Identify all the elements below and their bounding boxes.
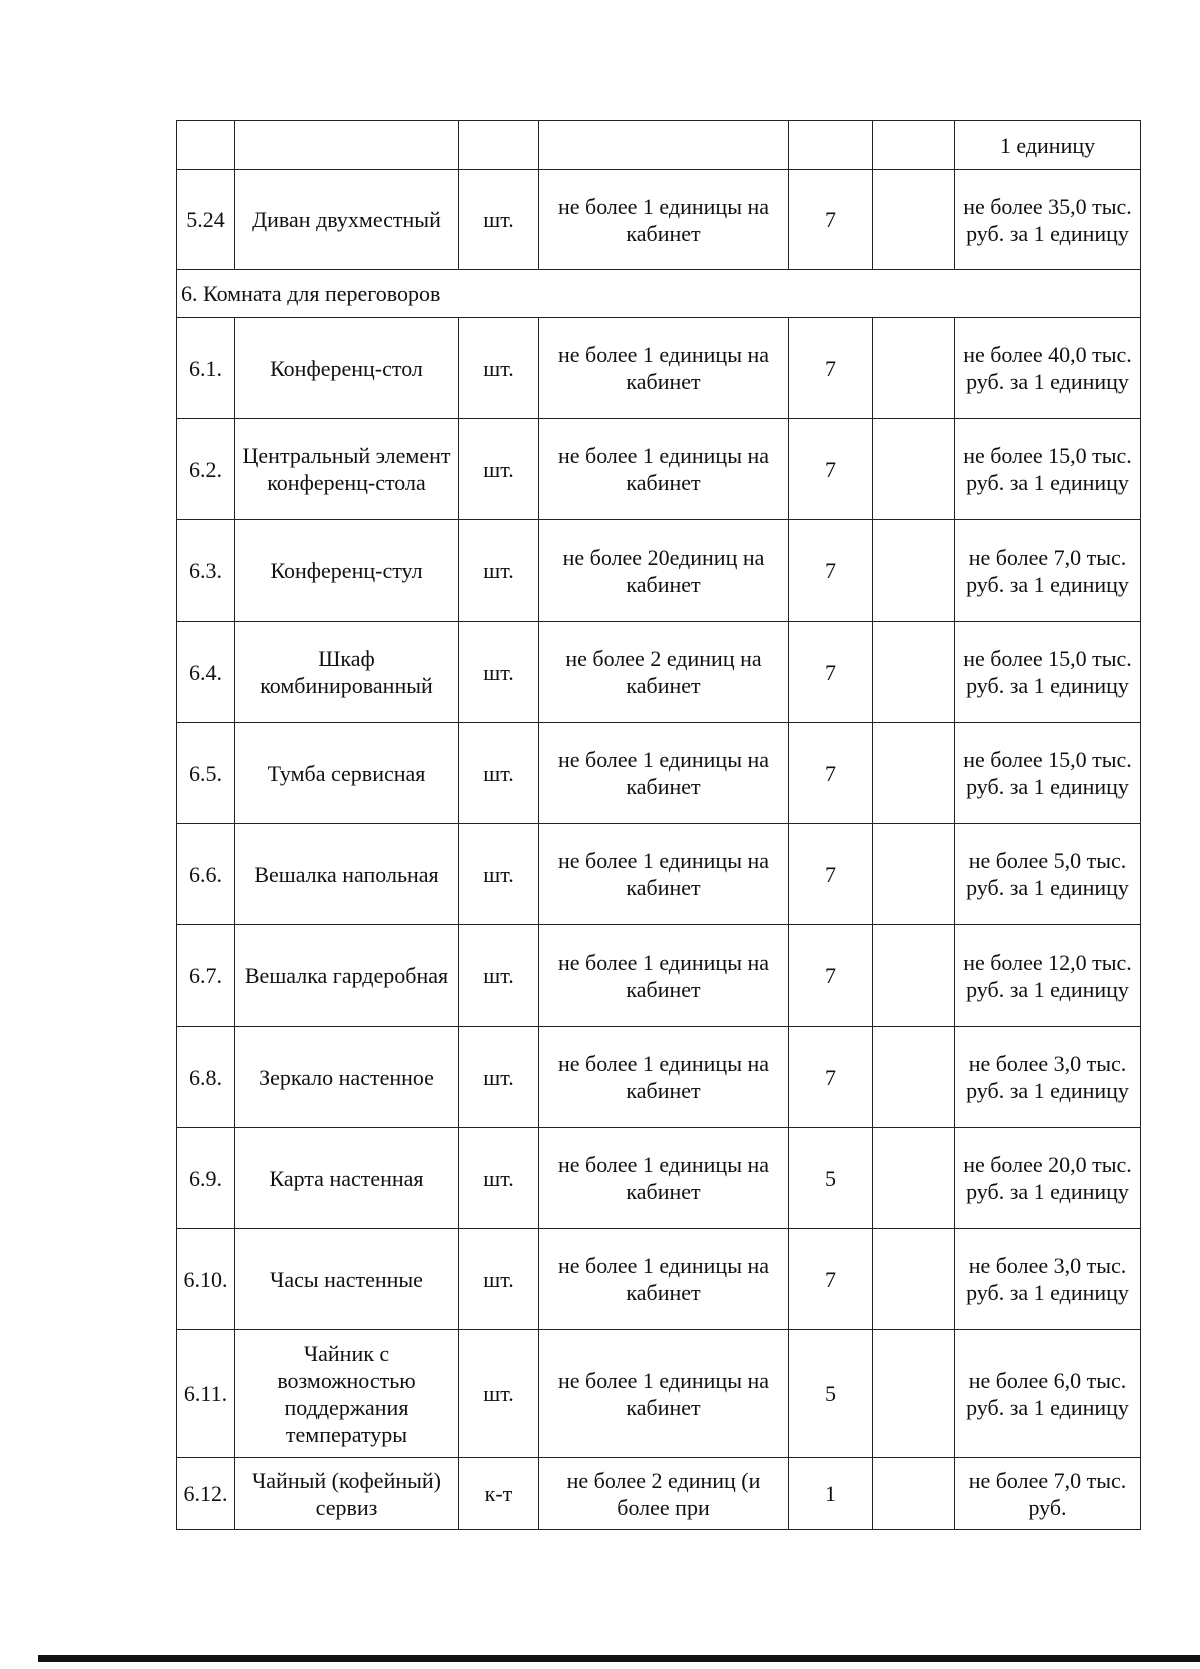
table-row: [177, 121, 1141, 170]
item-service-years: 1: [789, 1458, 873, 1530]
item-number: 6.8.: [177, 1027, 235, 1128]
item-name: Чайник с возможностью поддержания температуры: [235, 1330, 459, 1458]
table-row: [177, 1458, 1141, 1530]
item-service-years: 5: [789, 1330, 873, 1458]
item-price-limit: не более 5,0 тыс. руб. за 1 единицу: [955, 824, 1141, 925]
table-row: [177, 419, 1141, 520]
item-name: Часы настенные: [235, 1229, 459, 1330]
item-norm: не более 1 единицы на кабинет: [539, 318, 789, 419]
table-row: [177, 1027, 1141, 1128]
table-row: [177, 1128, 1141, 1229]
table-row: [177, 1229, 1141, 1330]
item-unit: шт.: [459, 723, 539, 824]
item-extra: [873, 121, 955, 170]
table-row: [177, 520, 1141, 622]
item-price-limit: не более 35,0 тыс. руб. за 1 единицу: [955, 170, 1141, 270]
table-row: [177, 723, 1141, 824]
item-price-limit: 1 единицу: [955, 121, 1141, 170]
item-number: [177, 121, 235, 170]
item-name: Чайный (кофейный) сервиз: [235, 1458, 459, 1530]
item-norm: не более 1 единицы на кабинет: [539, 170, 789, 270]
item-extra: [873, 723, 955, 824]
item-unit: шт.: [459, 419, 539, 520]
item-norm: не более 1 единицы на кабинет: [539, 1229, 789, 1330]
table-row: [177, 622, 1141, 723]
item-unit: шт.: [459, 318, 539, 419]
item-service-years: [789, 121, 873, 170]
item-number: 6.5.: [177, 723, 235, 824]
item-number: 6.7.: [177, 925, 235, 1027]
item-number: 6.4.: [177, 622, 235, 723]
item-price-limit: не более 7,0 тыс. руб. за 1 единицу: [955, 520, 1141, 622]
item-extra: [873, 170, 955, 270]
item-norm: не более 1 единицы на кабинет: [539, 824, 789, 925]
item-norm: не более 2 единиц (и более при: [539, 1458, 789, 1530]
item-unit: шт.: [459, 1330, 539, 1458]
item-norm: не более 1 единицы на кабинет: [539, 1330, 789, 1458]
item-service-years: 7: [789, 318, 873, 419]
table-row: [177, 170, 1141, 270]
item-norm: не более 1 единицы на кабинет: [539, 723, 789, 824]
item-unit: [459, 121, 539, 170]
item-name: Карта настенная: [235, 1128, 459, 1229]
item-extra: [873, 1128, 955, 1229]
item-number: 6.2.: [177, 419, 235, 520]
item-number: 6.9.: [177, 1128, 235, 1229]
section-title: 6. Комната для переговоров: [177, 270, 1141, 318]
item-extra: [873, 824, 955, 925]
item-extra: [873, 622, 955, 723]
item-service-years: 5: [789, 1128, 873, 1229]
item-name: Тумба сервисная: [235, 723, 459, 824]
item-price-limit: не более 15,0 тыс. руб. за 1 единицу: [955, 419, 1141, 520]
item-price-limit: не более 12,0 тыс. руб. за 1 единицу: [955, 925, 1141, 1027]
item-extra: [873, 318, 955, 419]
item-price-limit: не более 15,0 тыс. руб. за 1 единицу: [955, 622, 1141, 723]
section-header-row: [177, 270, 1141, 318]
item-unit: шт.: [459, 622, 539, 723]
item-price-limit: не более 40,0 тыс. руб. за 1 единицу: [955, 318, 1141, 419]
item-extra: [873, 1458, 955, 1530]
item-service-years: 7: [789, 419, 873, 520]
item-name: Вешалка напольная: [235, 824, 459, 925]
item-price-limit: не более 20,0 тыс. руб. за 1 единицу: [955, 1128, 1141, 1229]
item-name: [235, 121, 459, 170]
item-norm: не более 2 единиц на кабинет: [539, 622, 789, 723]
item-unit: к-т: [459, 1458, 539, 1530]
item-extra: [873, 1027, 955, 1128]
item-service-years: 7: [789, 170, 873, 270]
item-price-limit: не более 6,0 тыс. руб. за 1 единицу: [955, 1330, 1141, 1458]
item-norm: не более 1 единицы на кабинет: [539, 1027, 789, 1128]
table-row: [177, 318, 1141, 419]
item-unit: шт.: [459, 1229, 539, 1330]
item-unit: шт.: [459, 170, 539, 270]
furniture-norms-table: [176, 120, 1141, 1530]
table-row: [177, 824, 1141, 925]
item-norm: не более 20единиц на кабинет: [539, 520, 789, 622]
item-service-years: 7: [789, 723, 873, 824]
item-service-years: 7: [789, 824, 873, 925]
item-number: 6.3.: [177, 520, 235, 622]
item-name: Шкаф комбинированный: [235, 622, 459, 723]
item-name: Вешалка гардеробная: [235, 925, 459, 1027]
item-number: 6.12.: [177, 1458, 235, 1530]
item-name: Диван двухместный: [235, 170, 459, 270]
item-name: Зеркало настенное: [235, 1027, 459, 1128]
item-norm: не более 1 единицы на кабинет: [539, 1128, 789, 1229]
item-price-limit: не более 3,0 тыс. руб. за 1 единицу: [955, 1027, 1141, 1128]
item-number: 6.6.: [177, 824, 235, 925]
item-service-years: 7: [789, 1229, 873, 1330]
item-unit: шт.: [459, 520, 539, 622]
item-norm: не более 1 единицы на кабинет: [539, 925, 789, 1027]
section-6-rows: [177, 318, 1141, 1530]
item-price-limit: не более 15,0 тыс. руб. за 1 единицу: [955, 723, 1141, 824]
item-extra: [873, 925, 955, 1027]
item-number: 6.11.: [177, 1330, 235, 1458]
item-number: 6.10.: [177, 1229, 235, 1330]
item-extra: [873, 419, 955, 520]
item-norm: [539, 121, 789, 170]
item-name: Центральный элемент конференц-стола: [235, 419, 459, 520]
item-price-limit: не более 3,0 тыс. руб. за 1 единицу: [955, 1229, 1141, 1330]
item-extra: [873, 520, 955, 622]
item-name: Конференц-стол: [235, 318, 459, 419]
item-unit: шт.: [459, 925, 539, 1027]
item-service-years: 7: [789, 1027, 873, 1128]
item-service-years: 7: [789, 925, 873, 1027]
item-extra: [873, 1330, 955, 1458]
table-row: [177, 925, 1141, 1027]
item-service-years: 7: [789, 520, 873, 622]
item-name: Конференц-стул: [235, 520, 459, 622]
bottom-scan-edge: [38, 1655, 1200, 1662]
item-price-limit: не более 7,0 тыс. руб.: [955, 1458, 1141, 1530]
item-extra: [873, 1229, 955, 1330]
item-service-years: 7: [789, 622, 873, 723]
item-number: 6.1.: [177, 318, 235, 419]
table-row: [177, 1330, 1141, 1458]
item-norm: не более 1 единицы на кабинет: [539, 419, 789, 520]
item-unit: шт.: [459, 1128, 539, 1229]
item-unit: шт.: [459, 824, 539, 925]
item-number: 5.24: [177, 170, 235, 270]
item-unit: шт.: [459, 1027, 539, 1128]
